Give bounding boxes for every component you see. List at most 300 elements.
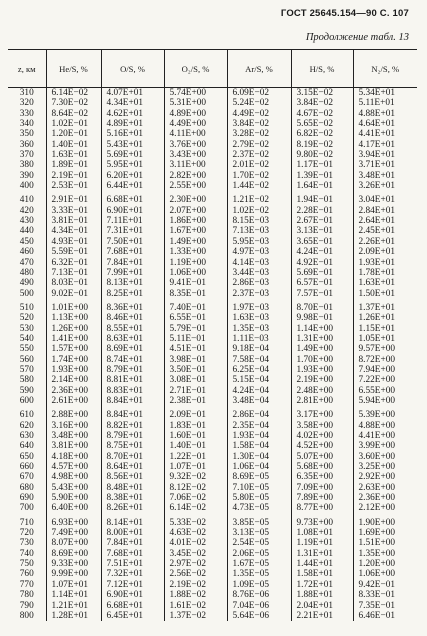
value-cell: 2.64E+01 xyxy=(353,216,417,226)
value-cell: 8.74E+01 xyxy=(101,355,164,365)
table-row xyxy=(8,88,417,99)
value-cell: 2.14E+00 xyxy=(46,375,101,385)
value-cell: 5.43E+01 xyxy=(101,140,164,150)
table-row xyxy=(8,129,417,139)
value-cell: 8.33E−01 xyxy=(353,590,417,600)
value-cell: 1.02E−02 xyxy=(227,206,291,216)
table-row xyxy=(8,611,417,621)
value-cell: 1.35E−03 xyxy=(227,324,291,334)
value-cell: 2.82E+00 xyxy=(164,171,227,181)
value-cell: 8.69E+00 xyxy=(46,549,101,559)
table-row xyxy=(8,355,417,365)
page-number: 107 xyxy=(392,8,409,19)
value-cell: 2.09E+01 xyxy=(353,247,417,257)
value-cell: 9.33E+00 xyxy=(46,559,101,569)
page-header xyxy=(281,8,409,19)
altitude-cell: 700 xyxy=(19,503,34,514)
value-cell: 1.22E−01 xyxy=(164,452,227,462)
value-cell: 3.50E−01 xyxy=(164,365,227,375)
table-row xyxy=(8,421,417,431)
value-cell: 5.15E−04 xyxy=(227,375,291,385)
value-cell: 8.13E+01 xyxy=(101,278,164,288)
value-cell: 9.42E−01 xyxy=(353,580,417,590)
value-cell: 2.56E−02 xyxy=(164,569,227,579)
table-row xyxy=(8,431,417,441)
value-cell: 5.94E+00 xyxy=(353,396,417,406)
value-cell: 7.68E+01 xyxy=(101,247,164,257)
value-cell: 8.56E+01 xyxy=(101,472,164,482)
value-cell: 1.14E+00 xyxy=(291,324,353,334)
table-row xyxy=(8,181,417,191)
value-cell: 4.41E+00 xyxy=(353,431,417,441)
altitude-cell: 460 xyxy=(19,247,34,258)
value-cell: 8.07E+00 xyxy=(46,538,101,548)
value-cell: 1.63E+01 xyxy=(353,278,417,288)
value-cell: 8.84E+01 xyxy=(101,396,164,406)
table-row xyxy=(8,344,417,354)
value-cell: 5.33E−02 xyxy=(164,518,227,528)
altitude-cell: 350 xyxy=(19,129,34,140)
value-cell: 8.75E+01 xyxy=(101,441,164,451)
altitude-cell: 450 xyxy=(19,236,34,247)
value-cell: 8.38E+01 xyxy=(101,493,164,503)
value-cell: 7.89E+00 xyxy=(291,493,353,503)
value-cell: 7.68E+01 xyxy=(101,549,164,559)
value-cell: 8.36E+01 xyxy=(101,303,164,313)
value-cell: 1.88E−02 xyxy=(164,590,227,600)
table-row xyxy=(8,195,417,205)
altitude-cell: 560 xyxy=(19,354,34,365)
value-cell: 6.90E+01 xyxy=(101,206,164,216)
value-cell: 4.52E+00 xyxy=(291,441,353,451)
value-cell: 1.67E+00 xyxy=(164,226,227,236)
altitude-cell: 590 xyxy=(19,385,34,396)
altitude-cell: 610 xyxy=(19,410,34,421)
value-cell: 8.00E+01 xyxy=(101,528,164,538)
altitude-cell: 630 xyxy=(19,431,34,441)
value-cell: 1.74E+00 xyxy=(46,355,101,365)
value-cell: 2.09E−01 xyxy=(164,410,227,420)
value-cell: 1.57E+00 xyxy=(46,344,101,354)
value-cell: 7.32E+01 xyxy=(101,569,164,579)
table-row xyxy=(8,580,417,590)
value-cell: 8.79E+01 xyxy=(101,431,164,441)
altitude-cell: 710 xyxy=(19,517,34,528)
value-cell: 8.46E+01 xyxy=(101,313,164,323)
table-row xyxy=(8,472,417,482)
value-cell: 3.25E+00 xyxy=(353,462,417,472)
table-row xyxy=(8,601,417,611)
value-cell: 5.79E−01 xyxy=(164,324,227,334)
value-cell: 7.50E+01 xyxy=(101,237,164,247)
altitude-cell: 310 xyxy=(19,88,34,98)
altitude-cell: 500 xyxy=(19,288,34,299)
value-cell: 7.31E+01 xyxy=(101,226,164,236)
value-cell: 4.01E−02 xyxy=(164,538,227,548)
value-cell: 2.61E+00 xyxy=(46,396,101,406)
value-cell: 3.04E+01 xyxy=(353,195,417,205)
value-cell: 3.33E−01 xyxy=(46,206,101,216)
value-cell: 4.41E+01 xyxy=(353,129,417,139)
value-cell: 5.90E+00 xyxy=(46,493,101,503)
value-cell: 1.08E+01 xyxy=(291,528,353,538)
altitude-cell: 390 xyxy=(19,170,34,181)
value-cell: 1.26E+01 xyxy=(353,313,417,323)
value-cell: 2.07E+00 xyxy=(164,206,227,216)
table-row xyxy=(8,590,417,600)
value-cell: 2.88E+00 xyxy=(46,410,101,420)
table-row xyxy=(8,462,417,472)
table-row xyxy=(8,396,417,406)
value-cell: 7.99E+01 xyxy=(101,268,164,278)
value-cell: 2.86E−04 xyxy=(227,410,291,420)
value-cell: 5.34E+01 xyxy=(353,88,417,99)
value-cell: 5.95E+01 xyxy=(101,160,164,170)
value-cell: 3.58E+00 xyxy=(291,421,353,431)
value-cell: 1.44E−02 xyxy=(227,181,291,191)
value-cell: 1.26E+00 xyxy=(46,324,101,334)
altitude-cell: 650 xyxy=(19,451,34,462)
value-cell: 1.93E+00 xyxy=(46,365,101,375)
value-cell: 1.15E+01 xyxy=(353,324,417,334)
value-cell: 7.49E+00 xyxy=(46,528,101,538)
value-cell: 1.61E−02 xyxy=(164,601,227,611)
altitude-cell: 360 xyxy=(19,139,34,150)
value-cell: 3.13E−05 xyxy=(227,528,291,538)
value-cell: 8.70E−01 xyxy=(291,303,353,313)
value-cell: 1.83E−01 xyxy=(164,421,227,431)
value-cell: 1.78E+01 xyxy=(353,268,417,278)
value-cell: 1.14E+01 xyxy=(46,590,101,600)
value-cell: 4.88E+00 xyxy=(353,421,417,431)
value-cell: 1.01E+00 xyxy=(46,303,101,313)
value-cell: 2.19E+00 xyxy=(291,375,353,385)
value-cell: 3.43E+00 xyxy=(164,150,227,160)
value-cell: 9.02E−01 xyxy=(46,289,101,299)
table-row xyxy=(8,237,417,247)
value-cell: 9.98E−01 xyxy=(291,313,353,323)
value-cell: 1.44E+01 xyxy=(291,559,353,569)
value-cell: 7.94E+00 xyxy=(353,365,417,375)
value-cell: 1.90E+00 xyxy=(353,518,417,528)
value-cell: 8.84E+01 xyxy=(101,410,164,420)
value-cell: 4.57E+00 xyxy=(46,462,101,472)
value-cell: 2.38E−01 xyxy=(164,396,227,406)
value-cell: 2.45E+01 xyxy=(353,226,417,236)
altitude-cell: 570 xyxy=(19,364,34,375)
table-row xyxy=(8,375,417,385)
value-cell: 3.84E−02 xyxy=(227,119,291,129)
table-row xyxy=(8,452,417,462)
altitude-cell: 790 xyxy=(19,600,34,611)
value-cell: 8.48E+01 xyxy=(101,483,164,493)
altitude-cell: 600 xyxy=(19,395,34,406)
value-cell: 8.82E+01 xyxy=(101,421,164,431)
value-cell: 6.09E−02 xyxy=(227,88,291,99)
value-cell: 8.26E+01 xyxy=(101,503,164,513)
value-cell: 6.14E−02 xyxy=(46,88,101,99)
table-row xyxy=(8,441,417,451)
value-cell: 1.06E+00 xyxy=(164,268,227,278)
value-cell: 3.65E−01 xyxy=(291,237,353,247)
value-cell: 9.57E+00 xyxy=(353,344,417,354)
value-cell: 3.76E+00 xyxy=(164,140,227,150)
value-cell: 1.11E−03 xyxy=(227,334,291,344)
standard-id: ГОСТ 25645.154—90 xyxy=(280,8,377,19)
table-row xyxy=(8,493,417,503)
value-cell: 3.26E+01 xyxy=(353,181,417,191)
value-cell: 4.88E+01 xyxy=(353,109,417,119)
value-cell: 3.98E−01 xyxy=(164,355,227,365)
value-cell: 1.35E−05 xyxy=(227,569,291,579)
value-cell: 1.13E+00 xyxy=(46,313,101,323)
value-cell: 3.71E+01 xyxy=(353,160,417,170)
value-cell: 7.30E−02 xyxy=(46,98,101,108)
value-cell: 2.48E+00 xyxy=(291,386,353,396)
value-cell: 9.18E−04 xyxy=(227,344,291,354)
value-cell: 1.49E+00 xyxy=(291,344,353,354)
value-cell: 8.79E+01 xyxy=(101,365,164,375)
value-cell: 4.67E−02 xyxy=(291,109,353,119)
table-row xyxy=(8,206,417,216)
value-cell: 6.55E+00 xyxy=(353,386,417,396)
value-cell: 3.08E−01 xyxy=(164,375,227,385)
value-cell: 3.99E+00 xyxy=(353,441,417,451)
value-cell: 8.69E+01 xyxy=(101,344,164,354)
value-cell: 3.17E+00 xyxy=(291,410,353,420)
altitude-cell: 540 xyxy=(19,333,34,344)
value-cell: 9.41E−01 xyxy=(164,278,227,288)
value-cell: 8.69E−05 xyxy=(227,472,291,482)
value-cell: 4.02E+00 xyxy=(291,431,353,441)
value-cell: 5.16E+01 xyxy=(101,129,164,139)
altitude-cell: 680 xyxy=(19,482,34,493)
value-cell: 3.81E−01 xyxy=(46,216,101,226)
altitude-cell: 670 xyxy=(19,472,34,483)
altitude-cell: 800 xyxy=(19,610,34,621)
value-cell: 8.15E−03 xyxy=(227,216,291,226)
value-cell: 1.09E−05 xyxy=(227,580,291,590)
value-cell: 4.18E+00 xyxy=(46,452,101,462)
value-cell: 6.32E−01 xyxy=(46,258,101,268)
value-cell: 4.14E−03 xyxy=(227,258,291,268)
value-cell: 3.45E−02 xyxy=(164,549,227,559)
value-cell: 1.41E+00 xyxy=(46,334,101,344)
value-cell: 5.69E+01 xyxy=(101,150,164,160)
value-cell: 3.85E−05 xyxy=(227,518,291,528)
value-cell: 2.35E−04 xyxy=(227,421,291,431)
value-cell: 2.36E+00 xyxy=(46,386,101,396)
value-cell: 5.69E−01 xyxy=(291,268,353,278)
column-header: H/S, % xyxy=(291,50,353,88)
table-row xyxy=(8,569,417,579)
value-cell: 6.40E+00 xyxy=(46,503,101,513)
value-cell: 5.07E+00 xyxy=(291,452,353,462)
value-cell: 5.65E−02 xyxy=(291,119,353,129)
altitude-cell: 420 xyxy=(19,205,34,216)
value-cell: 8.77E+00 xyxy=(291,503,353,513)
value-cell: 3.13E−01 xyxy=(291,226,353,236)
value-cell: 1.58E−04 xyxy=(227,441,291,451)
value-cell: 7.04E−06 xyxy=(227,601,291,611)
value-cell: 6.20E+01 xyxy=(101,171,164,181)
value-cell: 8.12E−02 xyxy=(164,483,227,493)
value-cell: 2.36E+00 xyxy=(353,493,417,503)
value-cell: 3.44E−03 xyxy=(227,268,291,278)
value-cell: 8.14E+01 xyxy=(101,518,164,528)
altitude-cell: 690 xyxy=(19,493,34,504)
value-cell: 8.55E+01 xyxy=(101,324,164,334)
altitude-cell: 510 xyxy=(19,302,34,313)
value-cell: 1.89E−01 xyxy=(46,160,101,170)
table-row xyxy=(8,528,417,538)
value-cell: 8.70E+01 xyxy=(101,452,164,462)
value-cell: 7.51E+01 xyxy=(101,559,164,569)
value-cell: 4.34E+01 xyxy=(101,98,164,108)
value-cell: 4.63E−02 xyxy=(164,528,227,538)
value-cell: 1.64E−01 xyxy=(291,181,353,191)
value-cell: 8.35E−01 xyxy=(164,289,227,299)
page-label: С. xyxy=(379,8,390,19)
value-cell: 8.63E+01 xyxy=(101,334,164,344)
value-cell: 5.80E−05 xyxy=(227,493,291,503)
table-header-row xyxy=(8,50,417,88)
altitude-cell: 750 xyxy=(19,559,34,570)
value-cell: 4.17E+01 xyxy=(353,140,417,150)
column-header: Ar/S, % xyxy=(227,50,291,88)
value-cell: 8.83E+01 xyxy=(101,386,164,396)
table-row xyxy=(8,365,417,375)
value-cell: 6.82E−02 xyxy=(291,129,353,139)
value-cell: 4.51E−01 xyxy=(164,344,227,354)
value-cell: 3.48E+00 xyxy=(46,431,101,441)
value-cell: 4.34E−01 xyxy=(46,226,101,236)
value-cell: 5.24E−02 xyxy=(227,98,291,108)
value-cell: 6.25E−04 xyxy=(227,365,291,375)
column-header: z, км xyxy=(8,50,46,88)
value-cell: 7.58E−04 xyxy=(227,355,291,365)
value-cell: 6.68E+01 xyxy=(101,601,164,611)
value-cell: 2.21E+01 xyxy=(291,611,353,621)
table-row xyxy=(8,216,417,226)
value-cell: 1.72E+01 xyxy=(291,580,353,590)
value-cell: 7.40E−01 xyxy=(164,303,227,313)
table-row xyxy=(8,503,417,513)
value-cell: 5.43E+00 xyxy=(46,483,101,493)
altitude-cell: 490 xyxy=(19,278,34,289)
value-cell: 1.19E+01 xyxy=(291,538,353,548)
altitude-cell: 470 xyxy=(19,257,34,268)
value-cell: 2.71E−01 xyxy=(164,386,227,396)
value-cell: 8.19E−02 xyxy=(291,140,353,150)
table-continuation-caption: Продолжение табл. 13 xyxy=(305,32,409,43)
value-cell: 1.63E−01 xyxy=(46,150,101,160)
table-row xyxy=(8,109,417,119)
value-cell: 6.46E−01 xyxy=(353,611,417,621)
table-row xyxy=(8,559,417,569)
value-cell: 4.49E+00 xyxy=(164,119,227,129)
value-cell: 1.33E+00 xyxy=(164,247,227,257)
value-cell: 2.54E−05 xyxy=(227,538,291,548)
value-cell: 2.30E+00 xyxy=(164,195,227,205)
value-cell: 4.97E−03 xyxy=(227,247,291,257)
altitude-cell: 720 xyxy=(19,528,34,539)
value-cell: 1.31E+01 xyxy=(291,549,353,559)
table-row xyxy=(8,140,417,150)
value-cell: 1.40E−01 xyxy=(46,140,101,150)
value-cell: 2.97E−02 xyxy=(164,559,227,569)
value-cell: 2.19E−02 xyxy=(164,580,227,590)
value-cell: 5.11E+01 xyxy=(353,98,417,108)
value-cell: 2.04E+01 xyxy=(291,601,353,611)
value-cell: 1.06E+00 xyxy=(353,569,417,579)
value-cell: 6.90E+01 xyxy=(101,590,164,600)
altitude-cell: 380 xyxy=(19,160,34,171)
value-cell: 1.60E−01 xyxy=(164,431,227,441)
table-row xyxy=(8,160,417,170)
altitude-cell: 400 xyxy=(19,181,34,192)
value-cell: 4.24E−04 xyxy=(227,386,291,396)
table-body xyxy=(8,88,417,622)
value-cell: 1.06E−04 xyxy=(227,462,291,472)
value-cell: 3.84E−02 xyxy=(291,98,353,108)
value-cell: 1.02E−01 xyxy=(46,119,101,129)
value-cell: 3.28E−02 xyxy=(227,129,291,139)
value-cell: 7.84E+01 xyxy=(101,258,164,268)
value-cell: 5.31E+00 xyxy=(164,98,227,108)
value-cell: 1.70E−02 xyxy=(227,171,291,181)
value-cell: 7.10E−05 xyxy=(227,483,291,493)
value-cell: 5.39E+00 xyxy=(353,410,417,420)
value-cell: 7.09E+00 xyxy=(291,483,353,493)
value-cell: 7.57E−01 xyxy=(291,289,353,299)
value-cell: 1.86E+00 xyxy=(164,216,227,226)
value-cell: 4.93E−01 xyxy=(46,237,101,247)
altitude-cell: 730 xyxy=(19,538,34,549)
value-cell: 2.06E−05 xyxy=(227,549,291,559)
value-cell: 4.64E+01 xyxy=(353,119,417,129)
altitude-cell: 780 xyxy=(19,590,34,601)
altitude-cell: 340 xyxy=(19,119,34,130)
value-cell: 1.69E+00 xyxy=(353,528,417,538)
value-cell: 3.15E−02 xyxy=(291,88,353,99)
altitude-cell: 660 xyxy=(19,462,34,473)
value-cell: 1.94E−01 xyxy=(291,195,353,205)
value-cell: 4.89E+01 xyxy=(101,119,164,129)
table-row xyxy=(8,258,417,268)
value-cell: 2.67E−01 xyxy=(291,216,353,226)
table-row xyxy=(8,98,417,108)
table-row xyxy=(8,289,417,299)
table-row xyxy=(8,334,417,344)
value-cell: 1.39E−01 xyxy=(291,171,353,181)
value-cell: 1.20E−01 xyxy=(46,129,101,139)
value-cell: 3.81E+00 xyxy=(46,441,101,451)
value-cell: 1.93E+00 xyxy=(291,365,353,375)
value-cell: 6.57E−01 xyxy=(291,278,353,288)
value-cell: 7.84E+01 xyxy=(101,538,164,548)
altitude-cell: 530 xyxy=(19,323,34,334)
value-cell: 4.07E+01 xyxy=(101,88,164,99)
value-cell: 7.11E+01 xyxy=(101,216,164,226)
value-cell: 9.80E−02 xyxy=(291,150,353,160)
value-cell: 5.95E−03 xyxy=(227,237,291,247)
value-cell: 5.64E−06 xyxy=(227,611,291,621)
value-cell: 2.01E−02 xyxy=(227,160,291,170)
value-cell: 2.12E+00 xyxy=(353,503,417,513)
value-cell: 7.12E+01 xyxy=(101,580,164,590)
table-row xyxy=(8,313,417,323)
